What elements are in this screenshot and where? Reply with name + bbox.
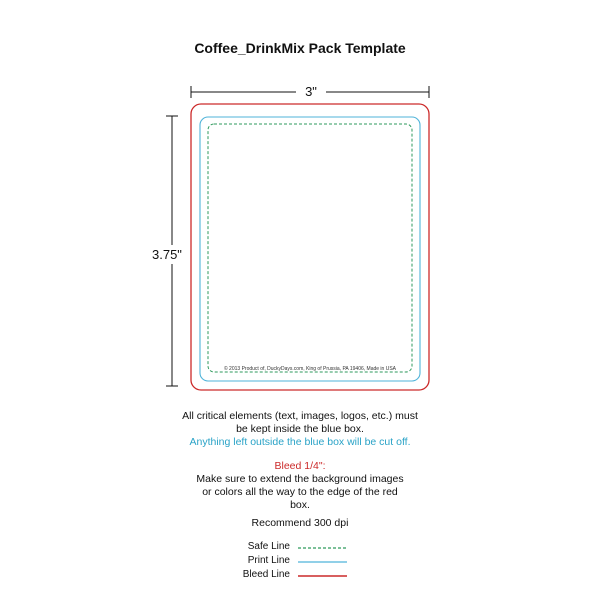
legend-safe-label: Safe Line xyxy=(247,541,290,552)
legend-bleed-label: Bleed Line xyxy=(242,569,290,580)
height-label: 3.75" xyxy=(152,247,182,262)
legend-print-label: Print Line xyxy=(247,555,290,566)
bleed-note-text: Make sure to extend the background images or colors all the way to the edge of the red box. xyxy=(196,473,404,511)
critical-note xyxy=(100,410,500,436)
footer-copyright: © 2013 Product of, DuckyDays.com, King of Prussia, PA 19406, Made in USA xyxy=(223,366,396,372)
critical-note-text: All critical elements (text, images, logos, etc.) must be kept inside the blue box. xyxy=(182,410,418,435)
print-box xyxy=(200,117,420,381)
bleed-title: Bleed 1/4": xyxy=(274,460,326,472)
page-title: Coffee_DrinkMix Pack Template xyxy=(194,40,406,56)
width-label: 3" xyxy=(296,84,326,99)
dpi-recommendation: Recommend 300 dpi xyxy=(251,517,349,529)
bleed-note xyxy=(100,473,500,512)
safe-box xyxy=(208,124,412,372)
cutoff-note: Anything left outside the blue box will be cut off. xyxy=(189,436,411,448)
bleed-box xyxy=(191,104,429,390)
